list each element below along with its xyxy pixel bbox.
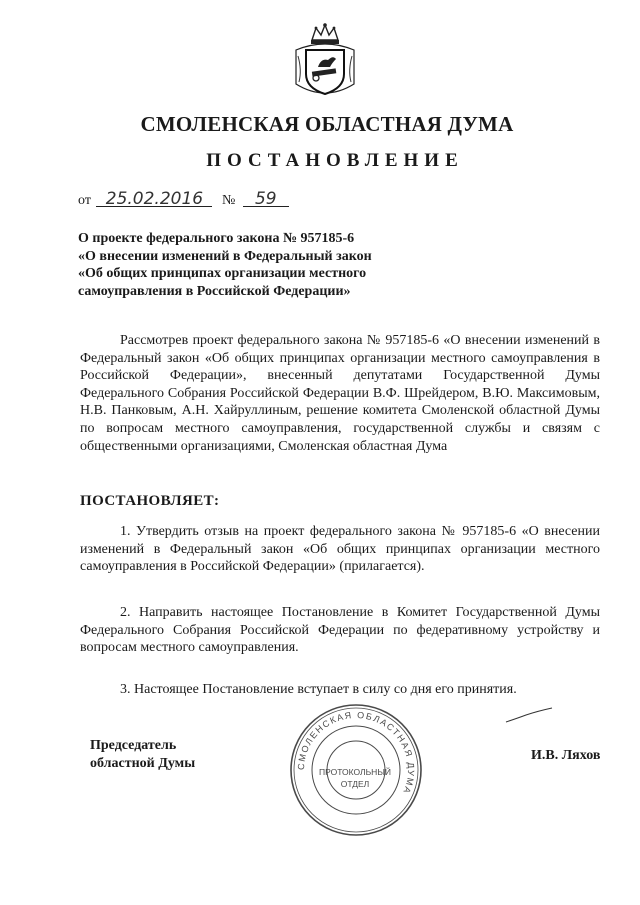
resolution-item-text: 2. Направить настоящее Постановление в Комитет Государственной Думы Федерального Собрания Российской Федерации по федеративному устройству и вопросам местного самоуправления. [80,605,600,656]
signer-name: И.В. Ляхов [531,748,601,763]
stamp-center-line: ПРОТОКОЛЬНЫЙ [319,767,391,777]
resolution-item-3 [80,681,600,699]
handwritten-date: 25.02.2016 [96,192,212,207]
preamble [80,332,600,455]
subject-line: «Об общих принципах организации местного [78,266,367,281]
from-label: от [78,193,91,208]
signer-title-line: областной Думы [90,756,196,771]
resolution-item-text: 1. Утвердить отзыв на проект федерального закона № 957185-6 «О внесении изменений в Федеральный закон «Об общих принципах организации местного самоуправления в Российской Федерации» (прилагается). [80,524,600,575]
date-number-line [78,189,289,209]
signer-title [90,737,195,773]
smolensk-coat-of-arms-icon [290,22,360,100]
stamp-center-line: ОТДЕЛ [340,779,370,789]
signature-mark [504,706,554,726]
document-type-title: ПОСТАНОВЛЕНИЕ [206,150,464,171]
org-name: СМОЛЕНСКАЯ ОБЛАСТНАЯ ДУМА [140,112,514,136]
subject-line: самоуправления в Российской Федерации» [78,283,351,299]
resolution-item-1 [80,523,600,576]
resolution-item-text: 3. Настоящее Постановление вступает в силу со дня его принятия. [120,682,517,697]
preamble-paragraph: Рассмотрев проект федерального закона № 957185-6 «О внесении изменений в Федеральный закон «Об общих принципах организации местного самоуправления в Российской Федерации», внесенный депутатами Государственной Думы Федерального Собрания Российской Федерации В.Ф. Шрейдером, В.Ю. Максимовым, Н.В. Панковым, А.Н. Хайруллиным, решение комитета Смоленской областной Думы по вопросам местного самоуправления, государственной службы и связям с общественными организациями, Смоленская областная Дума [80,333,600,454]
resolution-item-2 [80,604,600,657]
resolves-heading: ПОСТАНОВЛЯЕТ: [80,493,220,509]
subject-line: «О внесении изменений в Федеральный закон [78,248,372,264]
subject-heading [78,230,418,300]
stamp-center-text [318,766,392,790]
handwritten-number: 59 [243,192,289,207]
stamp-ring-text: СМОЛЕНСКАЯ ОБЛАСТНАЯ ДУМА [295,709,417,796]
number-label: № [221,193,236,208]
signer-title-line: Председатель [90,738,177,753]
subject-line: О проекте федерального закона № 957185-6 [78,231,355,246]
